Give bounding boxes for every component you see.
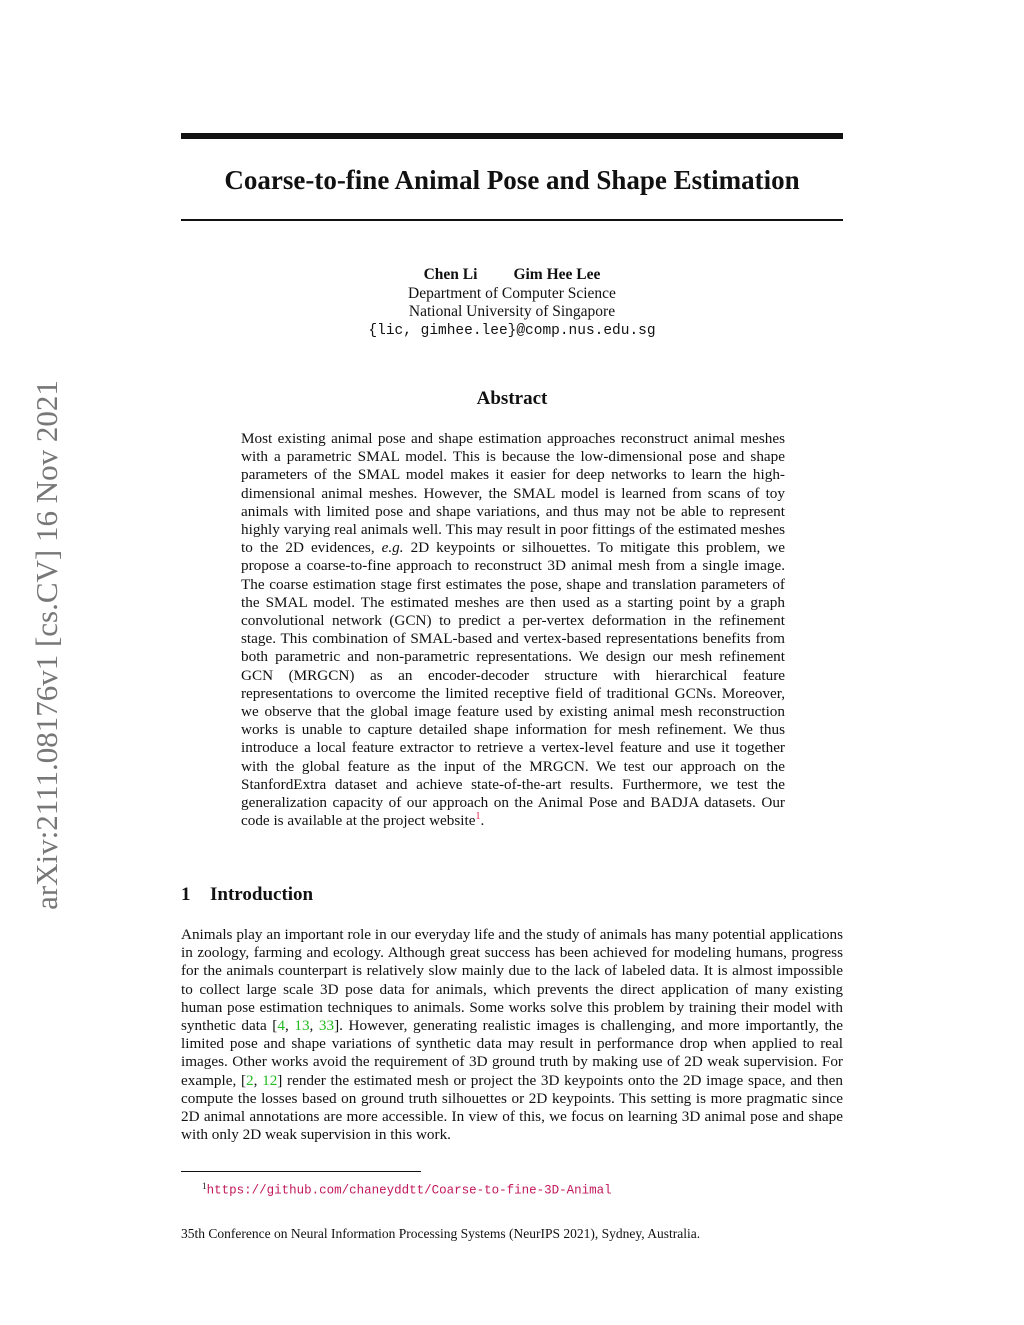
introduction-paragraph xyxy=(181,926,843,1144)
footnote-number: 1 xyxy=(202,1181,207,1191)
citation-separator: , xyxy=(309,1017,319,1035)
author-name: Gim Hee Lee xyxy=(513,266,601,283)
title-bottom-rule xyxy=(181,219,843,221)
author-names xyxy=(181,266,843,285)
intro-text-part: ]. However, generating realistic images is challenging, and more importantly, the limited pose and shape variations of synthetic data may result in performance drop when applied to real images. Other works avoid the requirement of 3D ground truth by making use of 2D weak supervision. For example, [ xyxy=(181,1017,844,1089)
abstract-text-part: Most existing animal pose and shape estimation approaches reconstruct animal meshes with a parametric SMAL model. This is because the low-dimensional pose and shape parameters of the SMAL model makes it easier for deep networks to learn the high-dimensional animal meshes. However, the SMAL model is learned from scans of toy animals with limited pose and shape variations, and thus may not be able to represent highly varying real animals well. This may result in poor fittings of the estimated meshes to the 2D evidences, xyxy=(241,430,785,557)
footnote-rule xyxy=(181,1171,421,1172)
citation-separator: , xyxy=(284,1017,295,1035)
title-top-rule xyxy=(181,133,843,139)
intro-text-part: Animals play an important role in our everyday life and the study of animals has many potential applications in zoology, farming and ecology. Although great success has been achieved for modeling humans, progress for the animals counterpart is relatively slow mainly due to the lack of labeled data. It is almost impossible to collect large scale 3D pose data for animals, which prevents the direct application of many existing human pose estimation techniques to animals. Some works solve this problem by training their model with synthetic data [ xyxy=(181,926,843,1035)
citation-link[interactable]: 13 xyxy=(294,1017,310,1035)
author-university: National University of Singapore xyxy=(408,303,616,320)
abstract-text-end: . xyxy=(480,812,485,830)
arxiv-sidebar-stamp: arXiv:2111.08176v1 [cs.CV] 16 Nov 2021 xyxy=(29,380,64,910)
citation-link[interactable]: 2 xyxy=(246,1071,254,1089)
abstract-heading: Abstract xyxy=(476,388,548,409)
citation-link[interactable]: 12 xyxy=(262,1071,278,1089)
author-name: Chen Li xyxy=(423,266,478,283)
intro-text-part: ] render the estimated mesh or project the 3D keypoints onto the 2D image space, and then compute the losses based on ground truth silhouettes or 2D keypoints. This setting is more pragmatic since 2D animal annotations are more accessible. In view of this, we focus on learning 3D animal pose and shape with only 2D weak supervision in this work. xyxy=(181,1071,843,1144)
section-number: 1 xyxy=(181,884,191,905)
author-email[interactable]: {lic, gimhee.lee}@comp.nus.edu.sg xyxy=(368,322,656,339)
footnote-url-link[interactable]: https://github.com/chaneyddtt/Coarse-to-fine-3D-Animal xyxy=(206,1183,612,1198)
author-block xyxy=(181,266,843,340)
section-heading-introduction xyxy=(181,883,313,907)
venue-footer: 35th Conference on Neural Information Processing Systems (NeurIPS 2021), Sydney, Australia. xyxy=(181,1226,701,1241)
abstract-eg: e.g. xyxy=(381,539,404,557)
footnote-ref[interactable]: 1 xyxy=(475,811,481,823)
paper-title: Coarse-to-fine Animal Pose and Shape Estimation xyxy=(224,165,800,195)
citation-link[interactable]: 33 xyxy=(318,1017,335,1035)
footnote xyxy=(202,1178,612,1199)
citation-separator: , xyxy=(253,1071,263,1089)
abstract-text-part: 2D keypoints or silhouettes. To mitigate this problem, we propose a coarse-to-fine approach to reconstruct 3D animal mesh from a single image. The coarse estimation stage first estimates the pose, shape and translation parameters of the SMAL model. The estimated meshes are then used as a starting point by a graph convolutional network (GCN) to predict a per-vertex deformation in the refinement stage. This combination of SMAL-based and vertex-based representations benefits from both parametric and non-parametric representations. We design our mesh refinement GCN (MRGCN) as an encoder-decoder structure with hierarchical feature representations to overcome the limited receptive field of traditional GCNs. Moreover, we observe that the global image feature used by existing animal mesh reconstruction works is unable to capture detailed shape information for mesh refinement. We thus introduce a local feature extractor to retrieve a vertex-level feature and use it together with the global feature as the input of the MRGCN. We test our approach on the StanfordExtra dataset and achieve state-of-the-art results. Furthermore, we test the generalization capacity of our approach on the Animal Pose and BADJA datasets. Our code is available at the project website xyxy=(241,539,786,830)
section-title: Introduction xyxy=(210,884,314,905)
citation-link[interactable]: 4 xyxy=(277,1017,285,1035)
abstract-text xyxy=(241,430,785,830)
author-department: Department of Computer Science xyxy=(408,284,616,302)
